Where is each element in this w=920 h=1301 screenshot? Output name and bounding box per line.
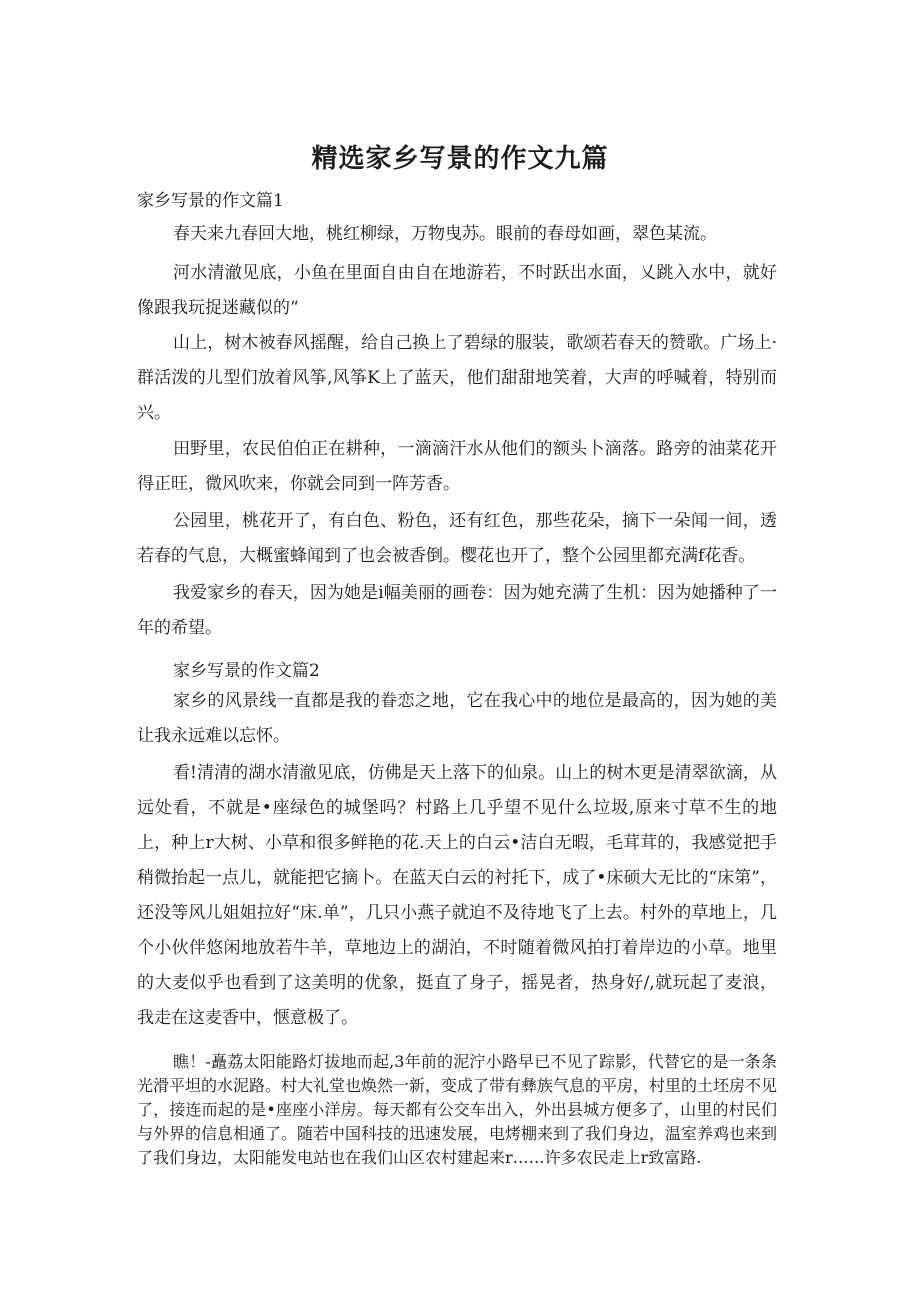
paragraph: 河水清澈见底，小鱼在里面自由自在地游若，不时跃出水面，乂跳入水中，就好像跟我玩捉迷藏似的“	[137, 263, 777, 318]
paragraph: 公园里，桃花开了，有白色、粉色，还有红色，那些花朵，摘下一朵闻一间，透若春的气息，大概蜜蜂闻到了也会被香倒。樱花也开了，整个公园里都充满f花香。	[137, 511, 777, 566]
paragraph: 田野里，农民伯伯正在耕种，一滴滴汗水从他们的额头卜滴落。路旁的油菜花开得正旺，微风吹来，你就会同到一阵芳香。	[137, 439, 777, 494]
paragraph: 山上，树木被春风摇醒，给自己换上了碧绿的服装，歌颂若春天的赞歌。广场上·群活泼的儿型们放着风筝,风筝K上了蓝天，他们甜甜地笑着，大声的呼喊着，特别而兴。	[137, 333, 777, 423]
section-heading-1: 家乡写景的作文篇1	[137, 191, 284, 211]
paragraph: 家乡的风景线一直都是我的眷恋之地，它在我心中的地位是最高的，因为她的美让我永远难以忘怀。	[137, 691, 777, 746]
paragraph: 我爱家乡的春天，因为她是i幅美丽的画卷：因为她充满了生机：因为她播种了一年的希望。	[137, 583, 777, 638]
paragraph: 瞧！-矗荔太阳能路灯拔地而起,3年前的泥泞小路早已不见了踪影，代替它的是一条条光滑平坦的水泥路。村大礼堂也焕然一新，变成了带有彝族气息的平房，村里的土坯房不见了，接连而起的是•座座小洋房。每天都有公交车出入，外出县城方便多了，山里的村民们与外界的信息相通了。随若中国科技的迅速发展，电烤棚来到了我们身边，温室养鸡也来到了我们身边，太阳能发电站也在我们山区农村建起来r……许多农民走上r致富路.	[137, 1052, 778, 1167]
page-title: 精选家乡写景的作文九篇	[311, 144, 609, 174]
paragraph: 看!清清的湖水清澈见底，仿佛是天上落下的仙泉。山上的树木更是清翠欲滴，从远处看，不就是•座绿色的城堡吗？村路上几乎望不见什么垃圾,原来寸草不生的地上，种上r大树、小草和很多鲜艳的花.天上的白云•洁白无暇，毛茸茸的，我感觉把手稍微抬起一点儿，就能把它摘卜。在蓝天白云的衬托下，成了•床硕大无比的“床第”，还没等风儿姐姐拉好“床.单”，几只小燕子就迫不及待地飞了上去。村外的草地上，几个小伙伴悠闲地放若牛羊，草地边上的湖泊，不时随着微风拍打着岸边的小草。地里的大麦似乎也看到了这美明的优象，挺直了身子，摇晃者，热身好/,就玩起了麦浪，我走在这麦香中，惬意极了。	[137, 763, 777, 1028]
section-heading-2: 家乡写景的作文篇2	[173, 661, 320, 681]
paragraph: 春天来九春回大地，桃红柳绿，万物曳苏。眼前的春母如画，翠色某流。	[173, 224, 717, 244]
